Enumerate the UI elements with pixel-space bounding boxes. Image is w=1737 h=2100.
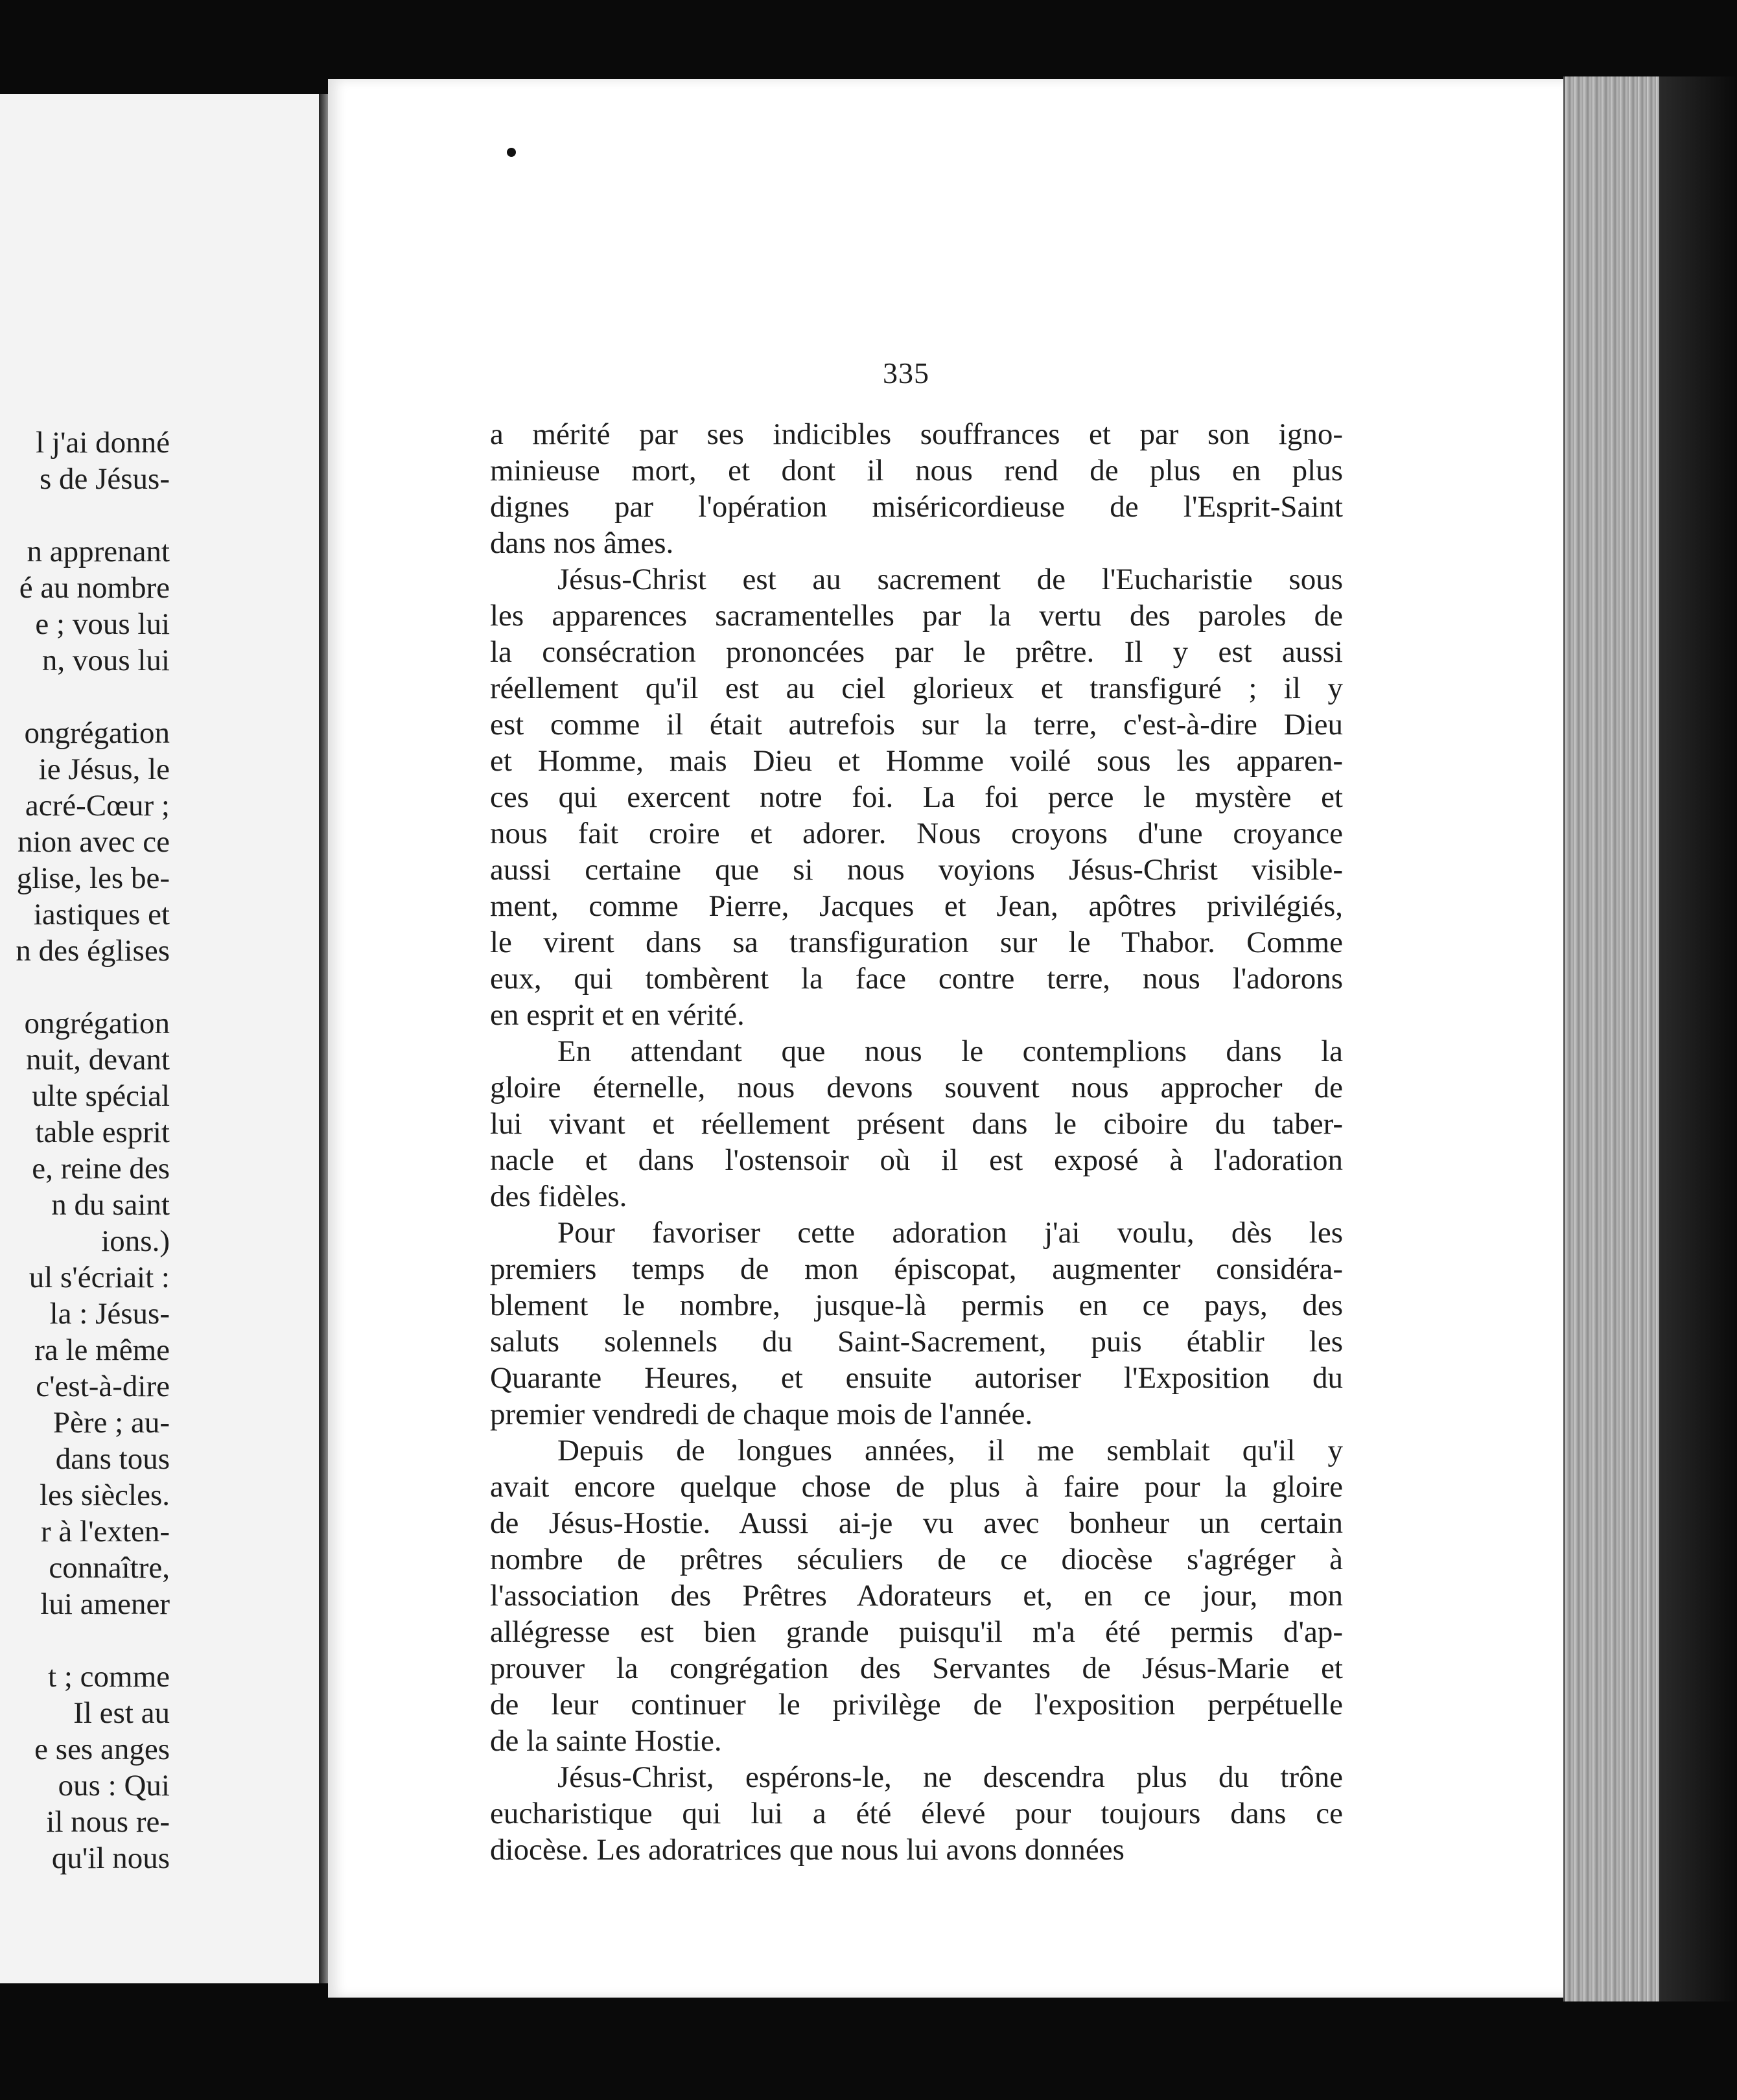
text-line: eucharistique qui lui a été élevé pour toujours dans ce	[490, 1797, 1343, 1830]
text-line: la consécration prononcées par le prêtre. Il y est aussi	[490, 635, 1343, 669]
text-line: En attendant que nous le contemplions dans la	[557, 1034, 1343, 1068]
text-line: nous fait croire et adorer. Nous croyons d'une croyance	[490, 817, 1343, 850]
left-page-line: nuit, devant	[26, 1043, 170, 1077]
page-number: 335	[883, 356, 929, 390]
text-line: gloire éternelle, nous devons souvent nous approcher de	[490, 1071, 1343, 1104]
left-page-line: Père ; au-	[52, 1406, 170, 1440]
text-line: les apparences sacramentelles par la vertu des paroles de	[490, 599, 1343, 633]
left-page-line: r à l'exten-	[41, 1515, 170, 1548]
left-page-line: lui amener	[40, 1587, 170, 1621]
text-line: diocèse. Les adoratrices que nous lui avons données	[490, 1833, 1125, 1867]
text-line: de la sainte Hostie.	[490, 1724, 722, 1758]
text-line: a mérité par ses indicibles souffrances et par son igno-	[490, 417, 1343, 451]
left-page-line: ous : Qui	[58, 1769, 170, 1802]
text-line: nombre de prêtres séculiers de ce diocèse s'agréger à	[490, 1543, 1343, 1576]
text-line: en esprit et en vérité.	[490, 998, 745, 1032]
left-page-line: ongrégation	[24, 1007, 170, 1040]
left-page-line: s de Jésus-	[39, 462, 170, 496]
text-line: ment, comme Pierre, Jacques et Jean, apôtres privilégiés,	[490, 889, 1343, 923]
left-page-line: acré-Cœur ;	[25, 789, 170, 822]
left-page-line: Il est au	[73, 1696, 170, 1730]
text-line: lui vivant et réellement présent dans le ciboire du taber-	[490, 1107, 1343, 1141]
text-line: prouver la congrégation des Servantes de Jésus-Marie et	[490, 1651, 1343, 1685]
left-page-line: n du saint	[51, 1188, 170, 1222]
text-line: Pour favoriser cette adoration j'ai voulu, dès les	[557, 1216, 1343, 1250]
text-line: est comme il était autrefois sur la terre, c'est-à-dire Dieu	[490, 708, 1343, 741]
left-page-line: qu'il nous	[51, 1841, 170, 1875]
text-line: et Homme, mais Dieu et Homme voilé sous les apparen-	[490, 744, 1343, 778]
left-page-line: connaître,	[49, 1551, 170, 1585]
left-page-line: dans tous	[55, 1442, 170, 1476]
text-line: saluts solennels du Saint-Sacrement, puis établir les	[490, 1325, 1343, 1359]
left-page-line: glise, les be-	[16, 861, 170, 895]
text-line: ces qui exercent notre foi. La foi perce le mystère et	[490, 780, 1343, 814]
left-page-line: ongrégation	[24, 716, 170, 750]
text-line: eux, qui tombèrent la face contre terre, nous l'adorons	[490, 962, 1343, 996]
text-line: Jésus-Christ est au sacrement de l'Eucharistie sous	[557, 563, 1343, 596]
left-page-line: nion avec ce	[17, 825, 170, 859]
text-line: des fidèles.	[490, 1180, 627, 1213]
text-line: premiers temps de mon épiscopat, augmenter considéra-	[490, 1252, 1343, 1286]
text-line: avait encore quelque chose de plus à faire pour la gloire	[490, 1470, 1343, 1504]
text-line: premier vendredi de chaque mois de l'année.	[490, 1397, 1033, 1431]
text-line: de leur continuer le privilège de l'exposition perpétuelle	[490, 1688, 1343, 1721]
left-page-line: ie Jésus, le	[38, 752, 170, 786]
left-page-line: n des églises	[16, 934, 170, 968]
left-page-line: é au nombre	[19, 571, 170, 605]
text-line: dans nos âmes.	[490, 526, 674, 560]
text-line: de Jésus-Hostie. Aussi ai-je vu avec bonheur un certain	[490, 1506, 1343, 1540]
text-line: Depuis de longues années, il me semblait qu'il y	[557, 1434, 1343, 1467]
left-page-line: ul s'écriait :	[29, 1261, 170, 1294]
text-line: Quarante Heures, et ensuite autoriser l'Exposition du	[490, 1361, 1343, 1395]
left-page-line: e ses anges	[34, 1732, 170, 1766]
text-line: blement le nombre, jusque-là permis en ce pays, des	[490, 1289, 1343, 1322]
text-line: minieuse mort, et dont il nous rend de plus en plus	[490, 454, 1343, 487]
left-page-line: n apprenant	[27, 535, 170, 568]
left-page-line: il nous re-	[46, 1805, 170, 1839]
text-line: réellement qu'il est au ciel glorieux et transfiguré ; il y	[490, 671, 1343, 705]
left-page-line: ra le même	[34, 1333, 170, 1367]
text-line: allégresse est bien grande puisqu'il m'a été permis d'ap-	[490, 1615, 1343, 1649]
left-page-line: n, vous lui	[41, 644, 170, 677]
left-page-line: e, reine des	[32, 1152, 170, 1185]
left-page-line: iastiques et	[33, 898, 170, 931]
left-page-line: l j'ai donné	[36, 426, 170, 460]
left-page-line: ions.)	[101, 1224, 170, 1258]
left-page-line: les siècles.	[40, 1478, 170, 1512]
text-line: l'association des Prêtres Adorateurs et, en ce jour, mon	[490, 1579, 1343, 1613]
text-line: dignes par l'opération miséricordieuse de l'Esprit-Saint	[490, 490, 1343, 524]
text-line: le virent dans sa transfiguration sur le Thabor. Comme	[490, 926, 1343, 959]
text-line: nacle et dans l'ostensoir où il est exposé à l'adoration	[490, 1143, 1343, 1177]
left-page-line: ulte spécial	[32, 1079, 170, 1113]
left-page-line: la : Jésus-	[49, 1297, 170, 1331]
left-page-line: t ; comme	[48, 1660, 170, 1694]
text-line: Jésus-Christ, espérons-le, ne descendra plus du trône	[557, 1760, 1343, 1794]
left-page-line: c'est-à-dire	[36, 1370, 170, 1403]
text-line: aussi certaine que si nous voyions Jésus-Christ visible-	[490, 853, 1343, 887]
left-page-line: e ; vous lui	[35, 607, 170, 641]
left-page-line: table esprit	[35, 1115, 170, 1149]
